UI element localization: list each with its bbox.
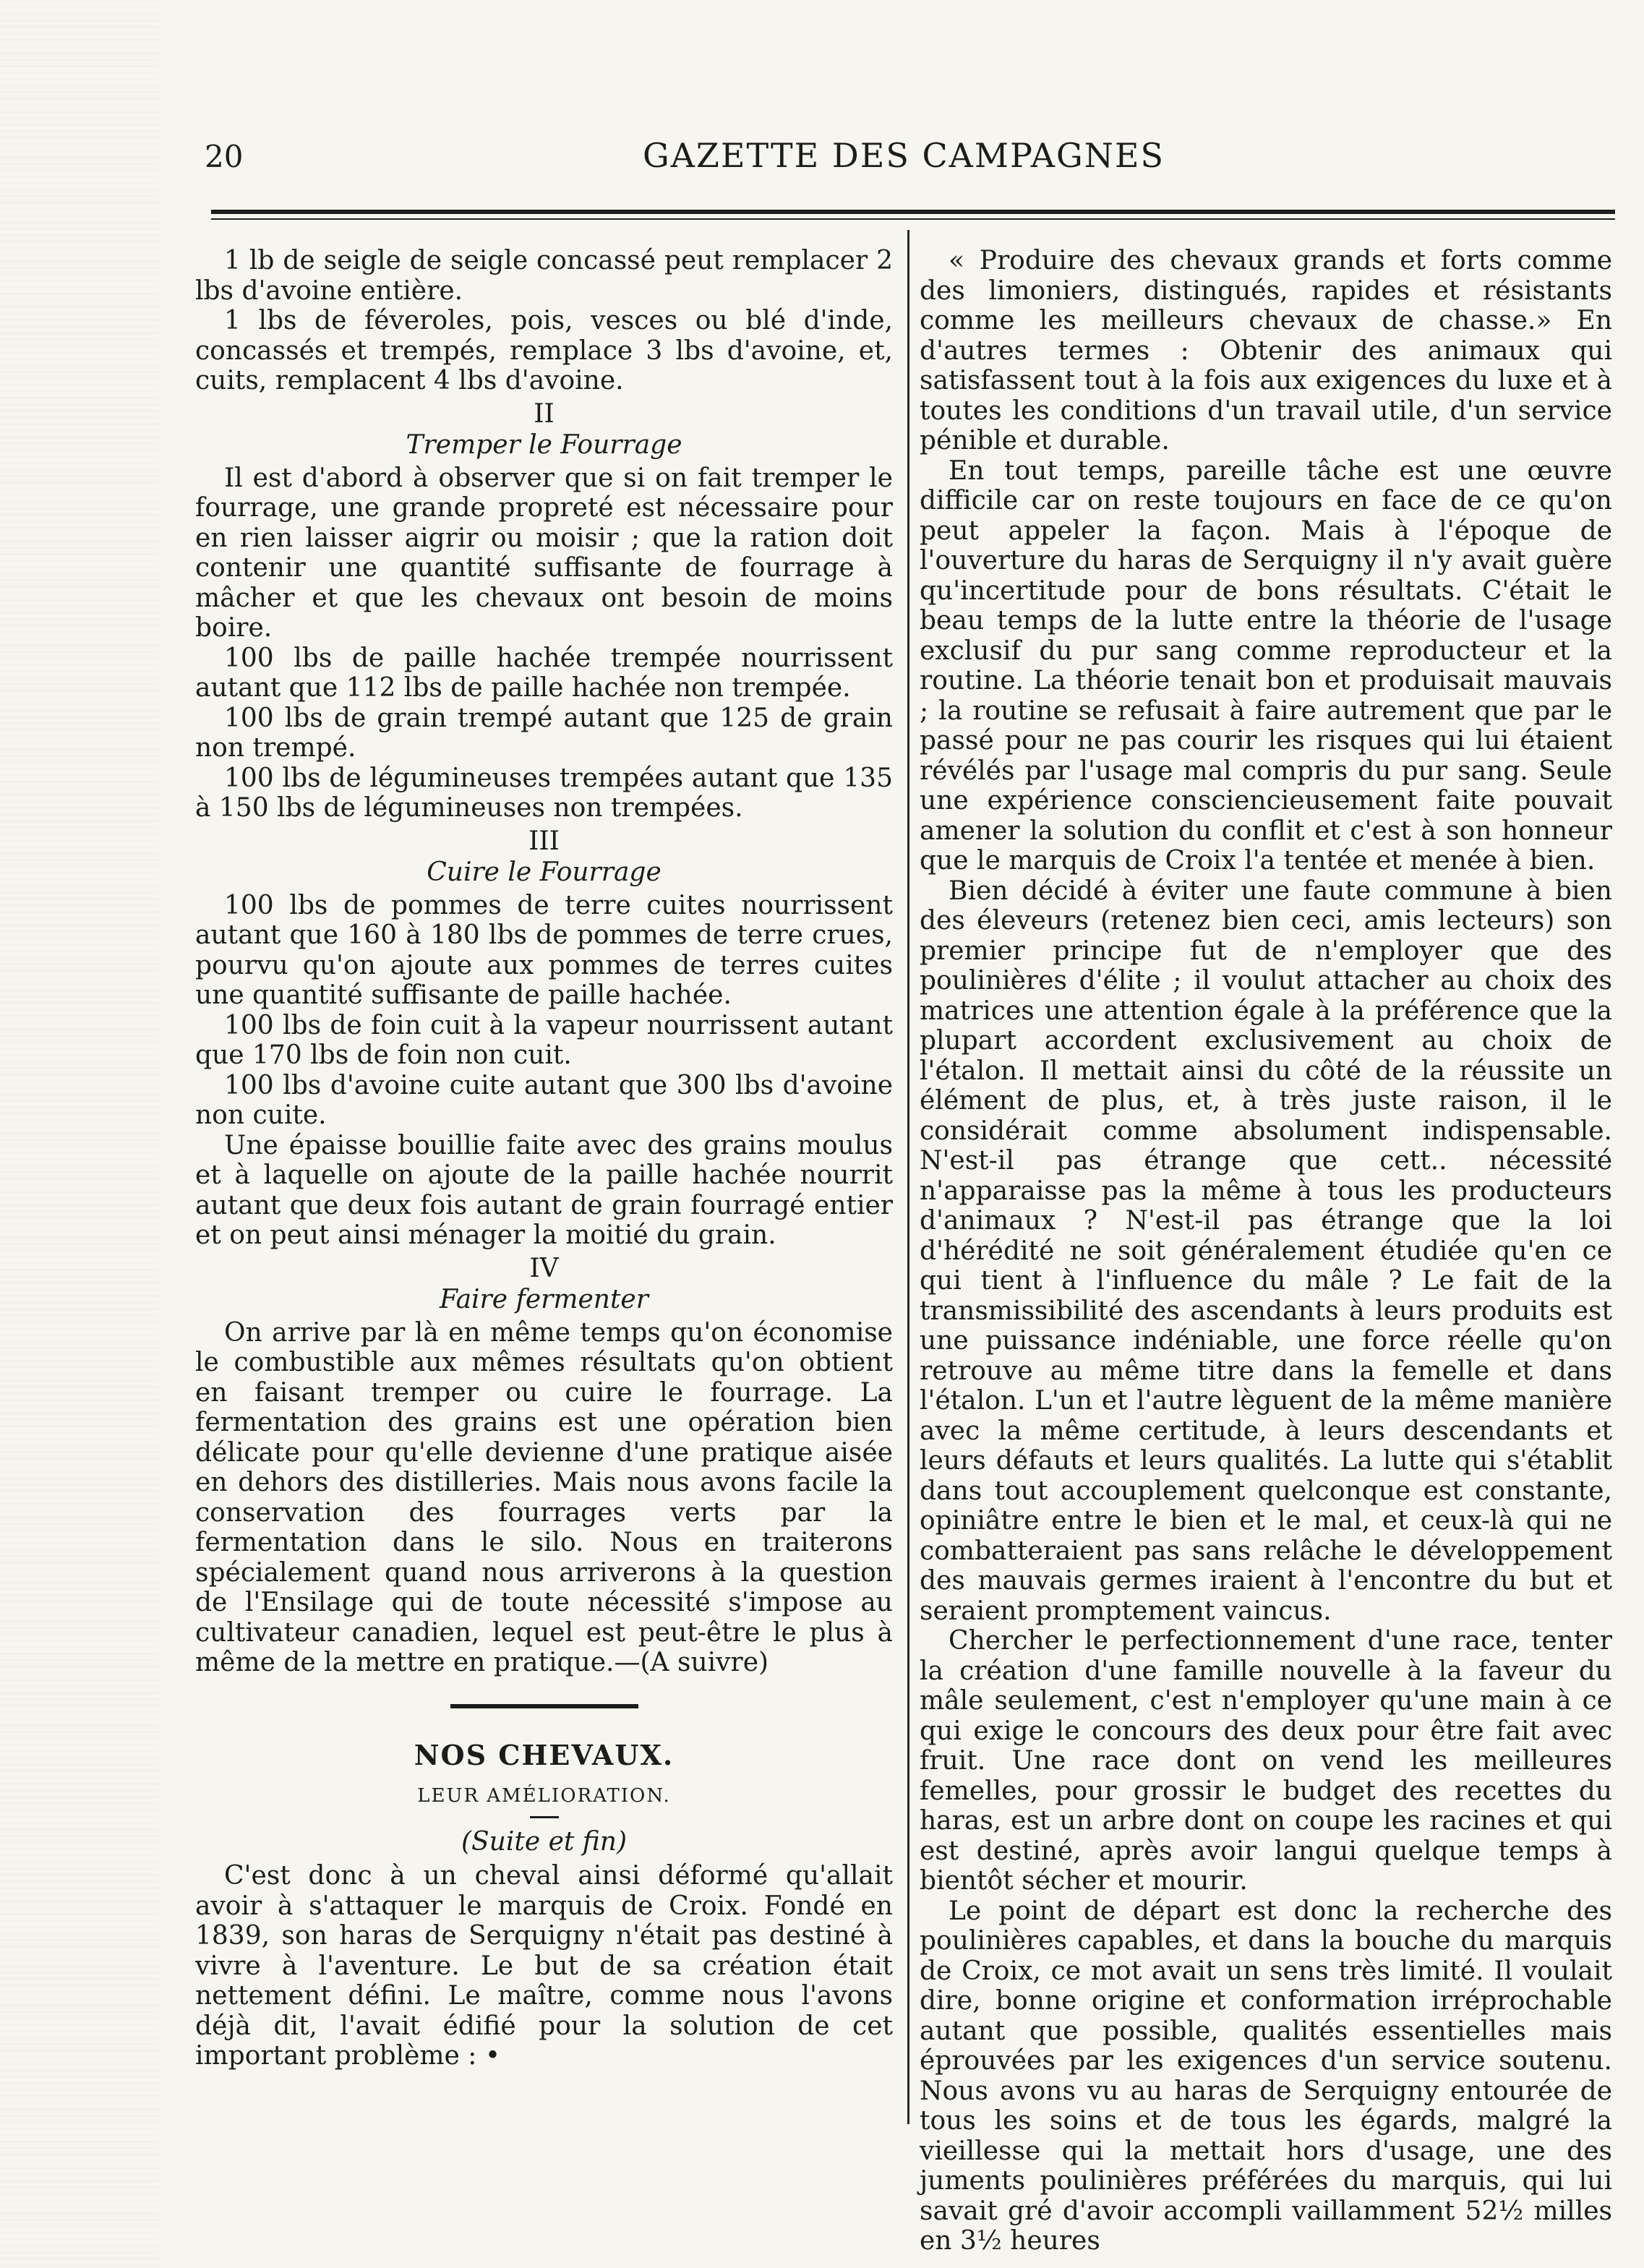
article-title: NOS CHEVAUX. [414,1738,675,1771]
paragraph: 100 lbs de légumineuses trempées autant que 135 à 150 lbs de légumineuses non trempées. [195,763,893,823]
paragraph: 100 lbs d'avoine cuite autant que 300 lbs d'avoine non cuite. [195,1070,893,1130]
paragraph: 1 lb de seigle de seigle concassé peut remplacer 2 lbs d'avoine entière. [195,246,893,306]
scan-noise [0,0,159,2268]
subtitle-rule [530,1816,559,1818]
section-title: Faire fermenter [440,1285,648,1314]
page-number: 20 [205,139,244,174]
left-column [195,246,893,2071]
section-number: II [534,398,555,429]
column-divider [907,230,909,2124]
paragraph: C'est donc à un cheval ainsi déformé qu'allait avoir à s'attaquer le marquis de Croix. Fondé en 1839, son haras de Serquigny n'était pas destiné à vivre à l'aventure. Le but de sa création était nettement défini. Le maître, comme nous l'avons déjà dit, l'avait édifié pour la solution de cet important problème : • [195,1861,893,2071]
paragraph: 100 lbs de paille hachée trempée nourrissent autant que 112 lbs de paille hachée non trempée. [195,643,893,703]
paragraph: Le point de départ est donc la recherche des poulinières capables, et dans la bouche du marquis de Croix, ce mot avait un sens très limité. Il voulait dire, bonne origine et conformation irréprochable autant que possible, qualités essentielles mais éprouvées par les exigences d'un service soutenu. Nous avons vu au haras de Serquigny entourée de tous les soins et de tous les égards, malgré la vieillesse qui la mettait hors d'usage, une des juments poulinières préférées du marquis, qui lui savait gré d'avoir accompli vaillamment 52½ milles en 3½ heures [920,1896,1612,2256]
paragraph: En tout temps, pareille tâche est une œuvre difficile car on reste toujours en face de ce qu'on peut appeler la façon. Mais à l'époque de l'ouverture du haras de Serquigny il n'y avait guère qu'incertitude pour de bons résultats. C'était le beau temps de la lutte entre la théorie de l'usage exclusif du pur sang comme reproducteur et la routine. La théorie tenait bon et produisait mauvais ; la routine se refusait à faire autrement que par le passé pour ne pas courir les risques qui lui étaient révélés par l'usage mal compris du pur sang. Seule une expérience consciencieusement faite pouvait amener la solution du conflit et c'est à son honneur que le marquis de Croix l'a tentée et menée à bien. [920,455,1612,876]
paragraph: « Produire des chevaux grands et forts comme des limoniers, distingués, rapides et résistants comme les meilleurs chevaux de chasse.» En d'autres termes : Obtenir des animaux qui satisfassent tout à la fois aux exigences du luxe et à toutes les conditions d'un travail utile, d'un service pénible et durable. [920,246,1612,455]
masthead-title: GAZETTE DES CAMPAGNES [642,136,1165,175]
article-continuation-note: (Suite et fin) [461,1826,628,1857]
paragraph: 1 lbs de féveroles, pois, vesces ou blé d'inde, concassés et trempés, remplace 3 lbs d'avoine, et, cuits, remplacent 4 lbs d'avoine. [195,306,893,395]
section-number: IV [529,1253,559,1283]
paragraph: Chercher le perfectionnement d'une race, tenter la création d'une famille nouvelle à la faveur du mâle seulement, c'est n'employer qu'une main à ce qui exige le concours des deux pour être fait avec fruit. Une race dont on vend les meilleures femelles, pour grossir le budget des recettes du haras, est un arbre dont on coupe les racines et qui est destiné, après avoir langui quelque temps à bientôt sécher et mourir. [920,1626,1612,1896]
paragraph: Il est d'abord à observer que si on fait tremper le fourrage, une grande propreté est nécessaire pour en rien laisser aigrir ou moisir ; que la ration doit contenir une quantité suffisante de fourrage à mâcher et que les chevaux ont besoin de moins boire. [195,463,893,643]
header-rule-thick [211,210,1615,214]
section-number: III [528,826,560,856]
paragraph: 100 lbs de foin cuit à la vapeur nourrissent autant que 170 lbs de foin non cuit. [195,1010,893,1070]
section-title: Tremper le Fourrage [406,430,682,460]
section-title: Cuire le Fourrage [427,857,662,887]
right-column [920,246,1612,2256]
article-end-rule [450,1704,638,1708]
paragraph: 100 lbs de grain trempé autant que 125 de grain non trempé. [195,703,893,763]
header-rule-thin [211,218,1615,220]
paragraph: Une épaisse bouillie faite avec des grains moulus et à laquelle on ajoute de la paille hachée nourrit autant que deux fois autant de grain fourragé entier et on peut ainsi ménager la moitié du grain. [195,1130,893,1250]
paragraph: 100 lbs de pommes de terre cuites nourrissent autant que 160 à 180 lbs de pommes de terre crues, pourvu qu'on ajoute aux pommes de terres cuites une quantité suffisante de paille hachée. [195,890,893,1010]
paragraph: Bien décidé à éviter une faute commune à bien des éleveurs (retenez bien ceci, amis lecteurs) son premier principe fut de n'employer que des poulinières d'élite ; il voulut attacher au choix des matrices une attention égale à la préférence que la plupart accordent exclusivement au choix de l'étalon. Il mettait ainsi du côté de la réussite un élément de plus, et, à très juste raison, il le considérait comme absolument indispensable. N'est-il pas étrange que cett.. nécessité n'apparaisse pas la même à tous les producteurs d'animaux ? N'est-il pas étrange que la loi d'hérédité ne soit généralement étudiée qu'en ce qui tient à l'influence du mâle ? Le fait de la transmissibilité des ascendants à leurs produits est une puissance indéniable, une force réelle qu'on retrouve au même titre dans la femelle et dans l'étalon. L'un et l'autre lèguent de la même manière avec la même certitude, à leurs descendants et leurs défauts et leurs qualités. La lutte qui s'établit dans tout accouplement quelconque est constante, opiniâtre entre le bien et le mal, et ceux-là qui ne combatteraient pas sans relâche le développement des mauvais germes iraient à l'encontre du but et seraient promptement vaincus. [920,876,1612,1626]
paragraph: On arrive par là en même temps qu'on économise le combustible aux mêmes résultats qu'on obtient en faisant tremper ou cuire le fourrage. La fermentation des grains est une opération bien délicate pour qu'elle devienne d'une pratique aisée en dehors des distilleries. Mais nous avons facile la conservation des fourrages verts par la fermentation dans le silo. Nous en traiterons spécialement quand nous arriverons à la question de l'Ensilage qui de toute nécessité s'impose au cultivateur canadien, lequel est peut-être le plus à même de la mettre en pratique.—(A suivre) [195,1317,893,1677]
article-subtitle: LEUR AMÉLIORATION. [417,1785,671,1807]
